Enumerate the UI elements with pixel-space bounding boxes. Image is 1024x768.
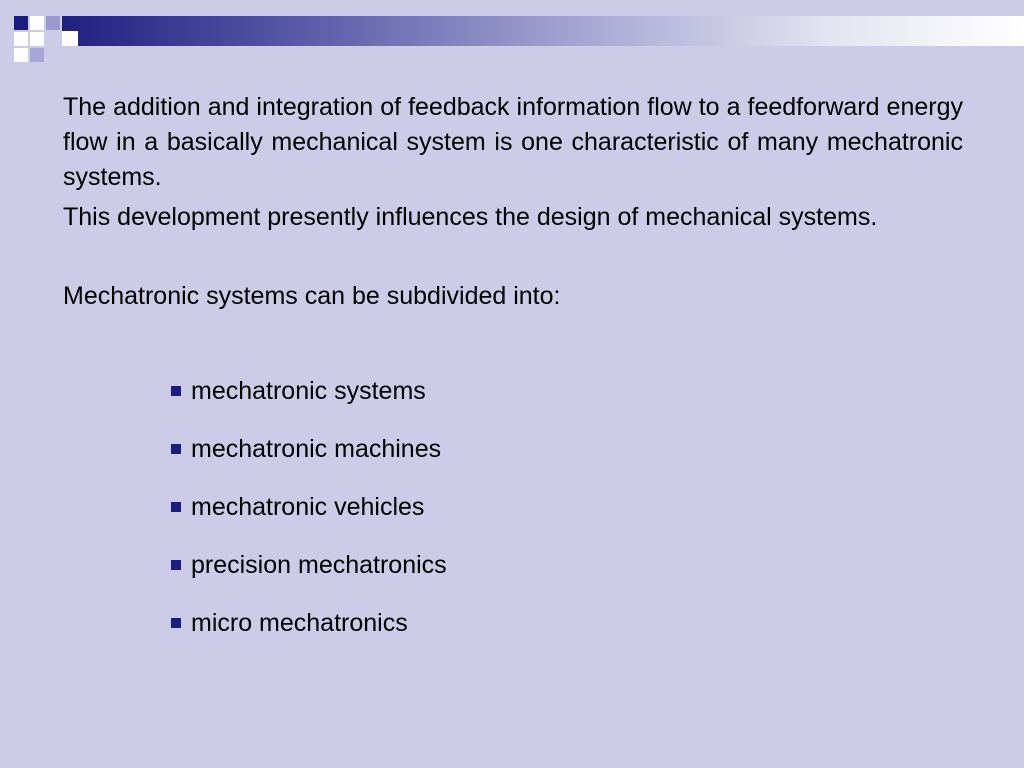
list-item <box>168 545 447 603</box>
decorative-square <box>62 31 78 46</box>
decorative-square <box>30 32 44 46</box>
paragraph-development: This development presently influences the design of mechanical systems. <box>63 203 878 231</box>
list-item <box>168 371 447 429</box>
decorative-square <box>46 16 60 30</box>
list-item <box>168 429 447 487</box>
square-bullet-icon <box>171 386 181 396</box>
list-item <box>168 603 447 661</box>
decorative-square <box>14 32 28 46</box>
mechatronic-types-list <box>168 371 447 661</box>
square-bullet-icon <box>171 444 181 454</box>
square-bullet-icon <box>171 618 181 628</box>
square-bullet-icon <box>171 560 181 570</box>
subdivision-intro: Mechatronic systems can be subdivided into: <box>63 282 561 310</box>
header-gradient-bar <box>62 16 1024 46</box>
decorative-square <box>14 48 28 62</box>
paragraph-feedback: The addition and integration of feedback information flow to a feedforward energy flow in a basically mechanical system is one characteristic of many mechatronic systems. <box>63 93 963 191</box>
body-text <box>63 90 963 314</box>
list-item-label: micro mechatronics <box>191 609 408 637</box>
list-item-label: mechatronic systems <box>191 377 426 405</box>
list-item-label: mechatronic vehicles <box>191 493 425 521</box>
list-item-label: precision mechatronics <box>191 551 447 579</box>
list-item <box>168 487 447 545</box>
list-item-label: mechatronic machines <box>191 435 442 463</box>
decorative-square <box>30 48 44 62</box>
square-bullet-icon <box>171 502 181 512</box>
decorative-square <box>14 16 28 30</box>
decorative-square <box>30 16 44 30</box>
